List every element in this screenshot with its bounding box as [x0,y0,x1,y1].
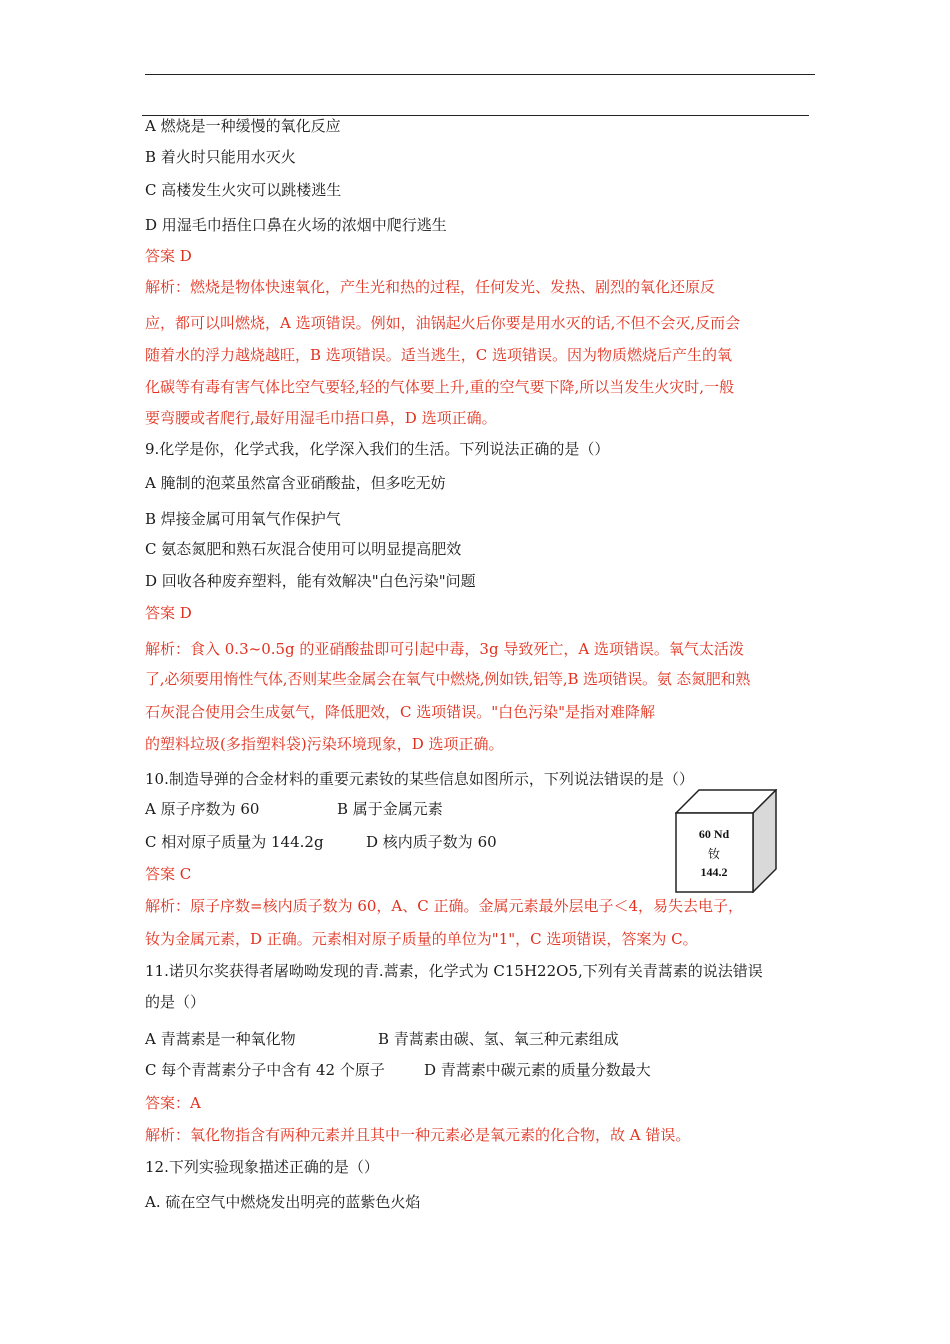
q8-option-b: B 着火时只能用水灭火 [145,148,296,166]
element-number-symbol: 60 Nd [698,827,730,841]
q8-option-a: A 燃烧是一种缓慢的氧化反应 [145,117,341,135]
q11-stem: 11.诺贝尔奖获得者屠呦呦发现的青.蒿素，化学式为 C15H22O5,下列有关青蒿素的说法错误 [145,962,763,980]
q8-option-d: D 用湿毛巾捂住口鼻在火场的浓烟中爬行逃生 [145,216,447,234]
q8-analysis-line: 化碳等有毒有害气体比空气要轻,轻的气体要上升,重的空气要下降,所以当发生火灾时,一般 [145,378,735,396]
q9-answer: 答案 D [145,604,192,622]
q12-stem: 12.下列实验现象描述正确的是（） [145,1158,379,1176]
q12-option-a: A. 硫在空气中燃烧发出明亮的蓝紫色火焰 [145,1193,421,1211]
q8-option-c: C 高楼发生火灾可以跳楼逃生 [145,181,342,199]
q9-analysis-line: 的塑料垃圾(多指塑料袋)污染环境现象，D 选项正确。 [145,735,504,753]
q11-answer: 答案：A [145,1094,201,1112]
q11-option-d: D 青蒿素中碳元素的质量分数最大 [424,1061,651,1079]
q10-option-c: C 相对原子质量为 144.2g [145,833,324,851]
q9-option-a: A 腌制的泡菜虽然富含亚硝酸盐，但多吃无妨 [145,474,446,492]
q9-option-c: C 氨态氮肥和熟石灰混合使用可以明显提高肥效 [145,540,462,558]
q8-analysis-line: 随着水的浮力越烧越旺，B 选项错误。适当逃生，C 选项错误。因为物质燃烧后产生的氧 [145,346,733,364]
q10-analysis-line: 钕为金属元素，D 正确。元素相对原子质量的单位为"1"，C 选项错误，答案为 C。 [145,930,698,948]
q10-answer: 答案 C [145,865,192,883]
q9-analysis-line: 了,必须要用惰性气体,否则某些金属会在氧气中燃烧,例如铁,铝等,B 选项错误。氨 态氮肥和熟 [145,670,751,688]
element-card-figure [675,789,777,893]
q9-analysis-line: 解析：食入 0.3~0.5g 的亚硝酸盐即可引起中毒，3g 导致死亡，A 选项错误。氧气太活泼 [145,640,744,658]
q9-stem: 9.化学是你，化学式我，化学深入我们的生活。下列说法正确的是（） [145,440,610,458]
q10-option-d: D 核内质子数为 60 [366,833,497,851]
q8-analysis-line: 解析：燃烧是物体快速氧化，产生光和热的过程，任何发光、发热、剧烈的氧化还原反 [145,278,716,296]
q11-stem: 的是（） [145,993,206,1011]
q11-option-c: C 每个青蒿素分子中含有 42 个原子 [145,1061,385,1079]
q9-analysis-line: 石灰混合使用会生成氨气，降低肥效，C 选项错误。"白色污染"是指对难降解 [145,703,656,721]
q11-option-a: A 青蒿素是一种氧化物 [145,1030,296,1048]
q11-option-b: B 青蒿素由碳、氢、氧三种元素组成 [378,1030,619,1048]
q10-option-b: B 属于金属元素 [337,800,443,818]
q11-analysis-line: 解析：氧化物指含有两种元素并且其中一种元素必是氧元素的化合物，故 A 错误。 [145,1126,691,1144]
q8-analysis-line: 要弯腰或者爬行,最好用湿毛巾捂口鼻，D 选项正确。 [145,409,497,427]
q10-stem: 10.制造导弹的合金材料的重要元素钕的某些信息如图所示，下列说法错误的是（） [145,770,694,788]
element-mass: 144.2 [700,865,728,879]
q8-answer: 答案 D [145,247,192,265]
q8-analysis-line: 应，都可以叫燃烧，A 选项错误。例如，油锅起火后你要是用水灭的话,不但不会灭,反而会 [145,314,741,332]
q9-option-d: D 回收各种废弃塑料，能有效解决"白色污染"问题 [145,572,476,590]
header-rule [145,74,815,75]
q10-analysis-line: 解析：原子序数=核内质子数为 60，A、C 正确。金属元素最外层电子＜4，易失去电子， [145,897,744,915]
q10-option-a: A 原子序数为 60 [145,800,260,818]
element-name: 钕 [707,847,720,861]
q9-option-b: B 焊接金属可用氧气作保护气 [145,510,341,528]
